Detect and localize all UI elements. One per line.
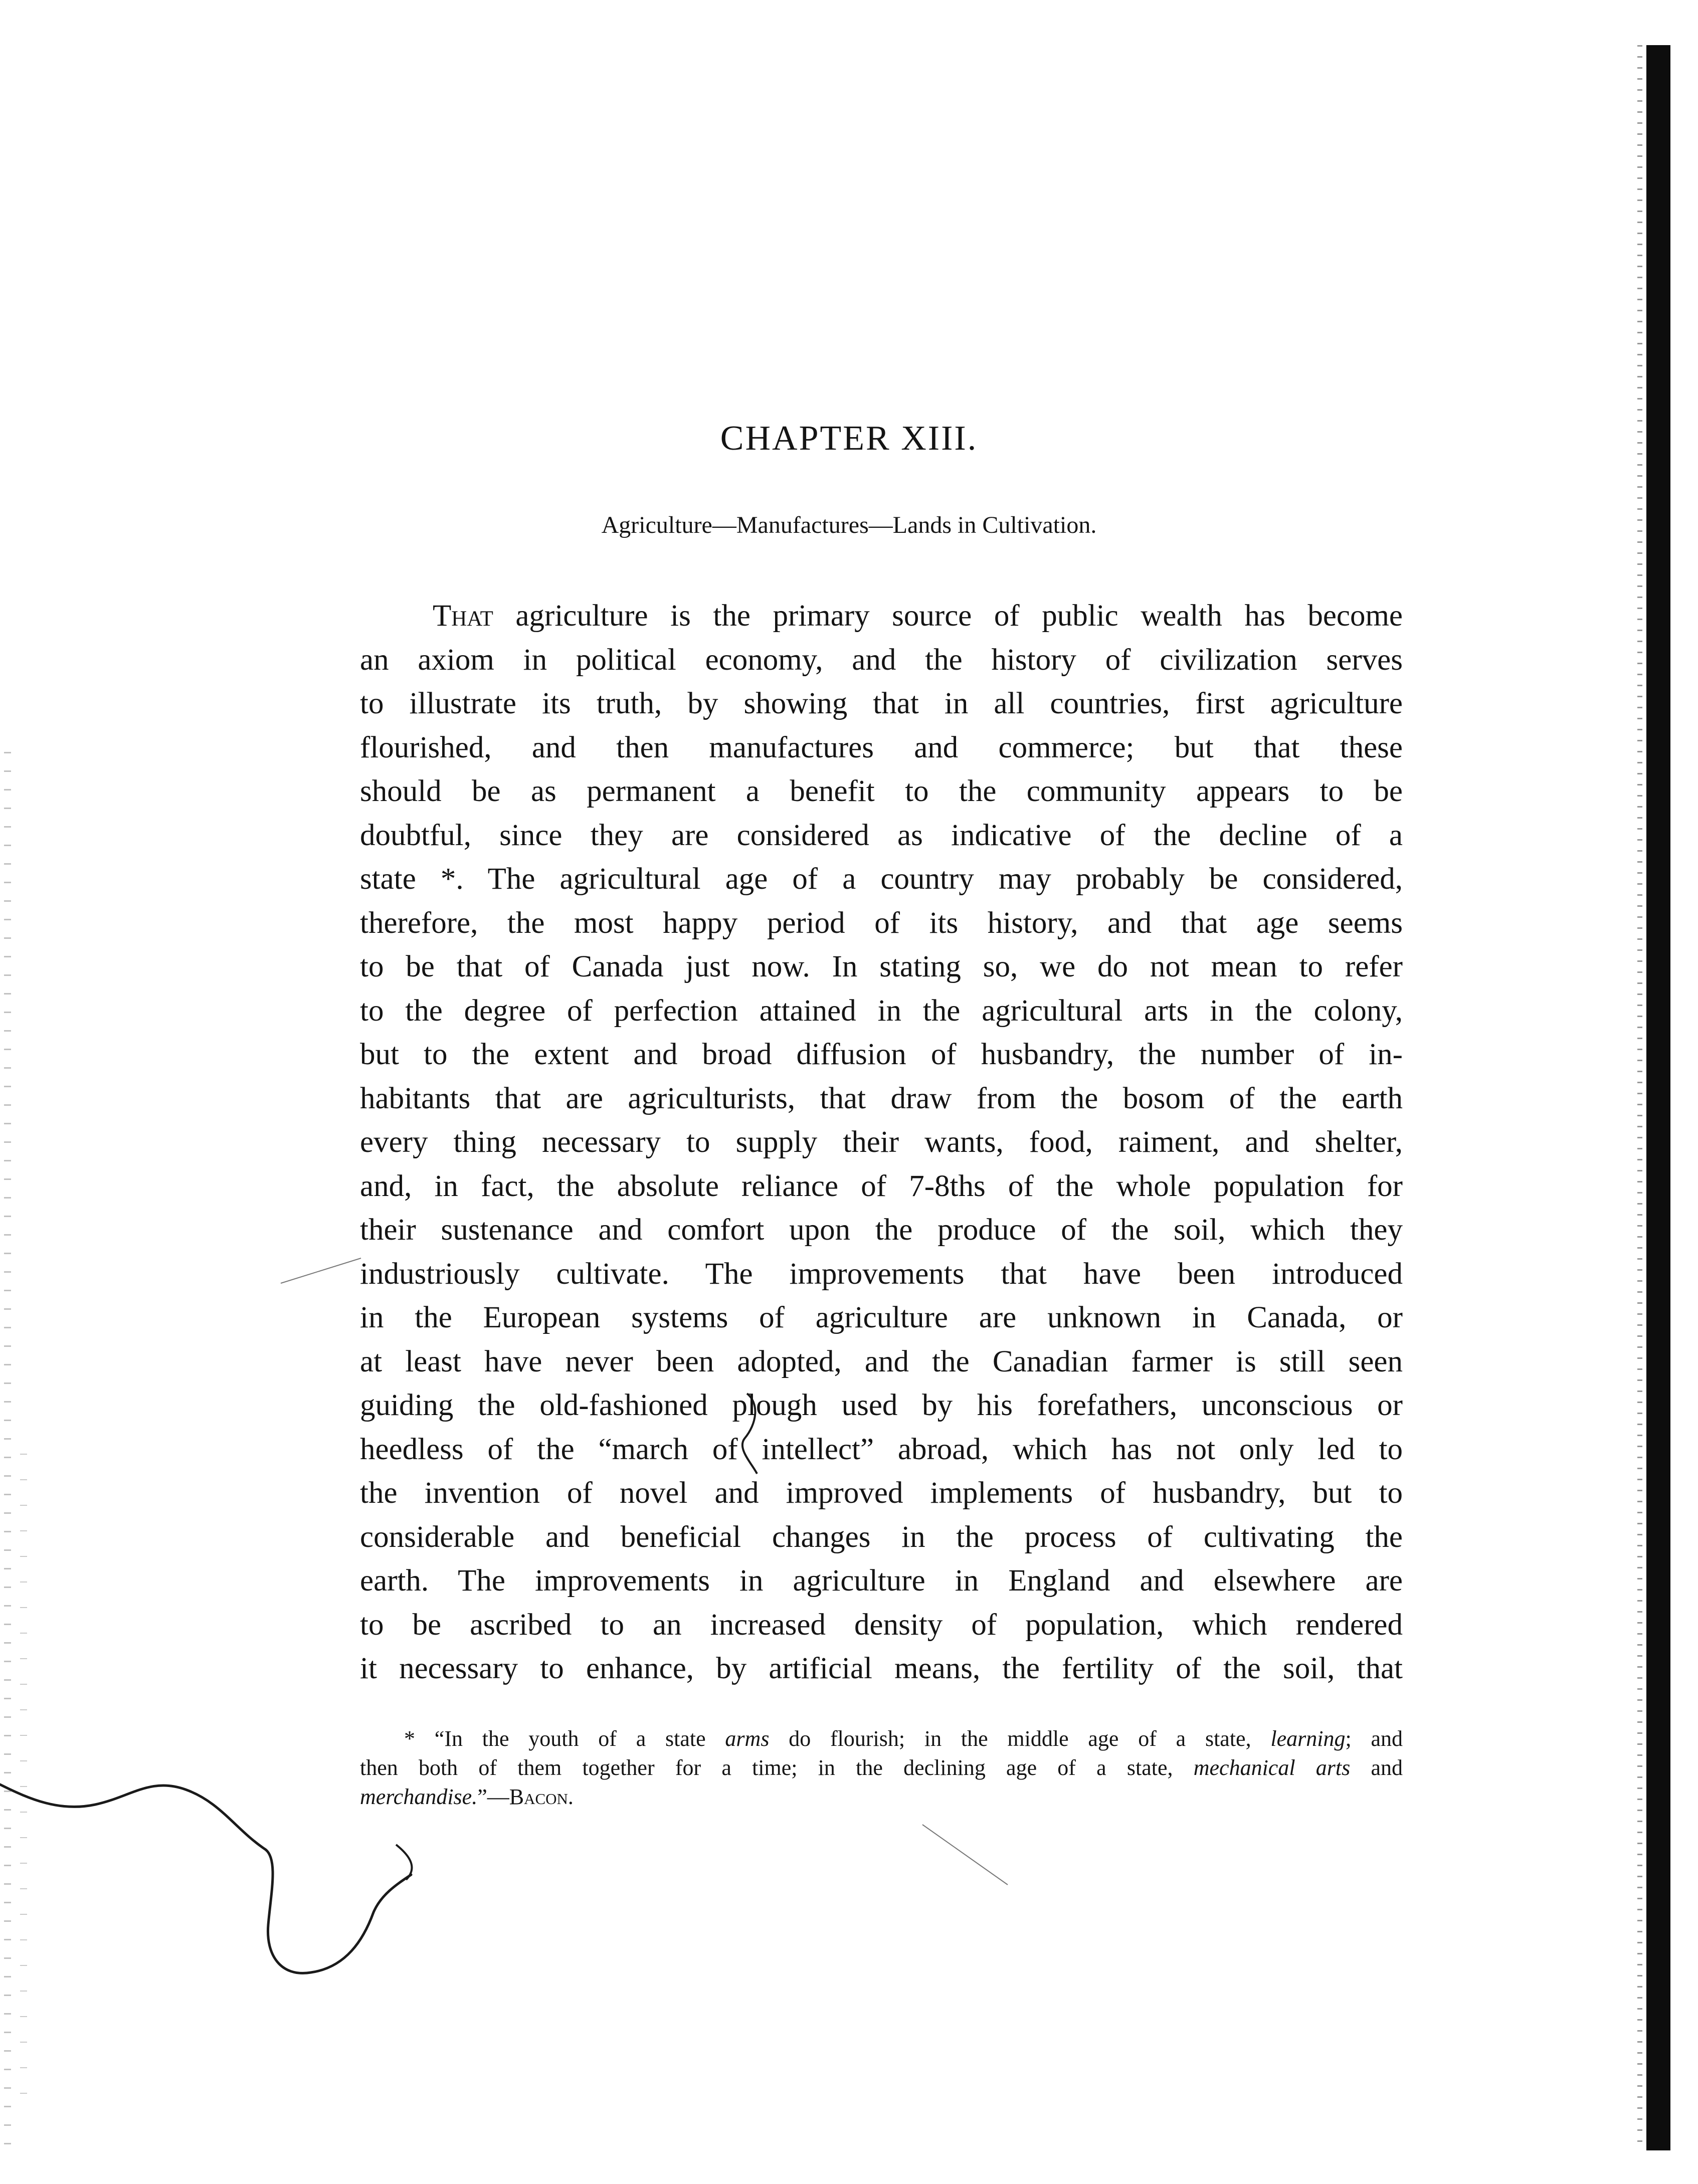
body-line: to the degree of perfection attained in the agricultural arts in the colony, — [360, 994, 1403, 1028]
body-line: to be that of Canada just now. In stating so, we do not mean to refer — [360, 950, 1403, 983]
footnote-text: do flourish; in the middle age of a state, — [769, 1726, 1271, 1751]
footnote-italic: arms — [725, 1726, 770, 1751]
body-line: doubtful, since they are considered as indicative of the decline of a — [360, 818, 1403, 852]
footnote-author: Bacon. — [509, 1784, 574, 1809]
body-line: state *. The agricultural age of a country may probably be considered, — [360, 862, 1403, 896]
body-line: heedless of the “march of intellect” abroad, which has not only led to — [360, 1432, 1403, 1466]
chapter-title: CHAPTER XIII. — [720, 419, 978, 458]
footnote-line — [360, 1724, 1403, 1753]
body-line: therefore, the most happy period of its history, and that age seems — [360, 906, 1403, 940]
body-paragraph — [360, 594, 1403, 1691]
footnote-line — [360, 1782, 1403, 1812]
body-line: habitants that are agriculturists, that draw from the bosom of the earth — [360, 1081, 1403, 1115]
footnote-text: ”— — [477, 1784, 509, 1809]
body-line: to be ascribed to an increased density of population, which rendered — [360, 1608, 1403, 1642]
body-line: every thing necessary to supply their wants, food, raiment, and shelter, — [360, 1125, 1403, 1159]
body-line-text: agriculture is the primary source of public wealth has become — [493, 599, 1403, 633]
body-line: to illustrate its truth, by showing that in all countries, first agriculture — [360, 687, 1403, 720]
body-line: the invention of novel and improved implements of husbandry, but to — [360, 1476, 1403, 1510]
body-line: guiding the old-fashioned plough used by his forefathers, unconscious or — [360, 1388, 1403, 1422]
footnote — [360, 1724, 1403, 1812]
footnote-text: ; and — [1345, 1726, 1403, 1751]
footnote-text: then both of them together for a time; in the declining age of a state, — [360, 1755, 1194, 1780]
body-line: industriously cultivate. The improvements that have been introduced — [360, 1257, 1403, 1291]
footnote-italic: mechanical arts — [1193, 1755, 1351, 1780]
footnote-line — [360, 1753, 1403, 1782]
footnote-text: and — [1350, 1755, 1403, 1780]
lead-word: That — [433, 599, 493, 633]
body-line — [360, 594, 1403, 638]
body-line: an axiom in political economy, and the history of civilization serves — [360, 643, 1403, 677]
body-line: considerable and beneficial changes in the process of cultivating the — [360, 1520, 1403, 1554]
body-line: in the European systems of agriculture are unknown in Canada, or — [360, 1301, 1403, 1334]
footnote-text: In the youth of a state — [444, 1726, 725, 1751]
body-line: but to the extent and broad diffusion of husbandry, the number of in- — [360, 1038, 1403, 1071]
body-line: and, in fact, the absolute reliance of 7-8ths of the whole population for — [360, 1169, 1403, 1203]
chapter-subtitle: Agriculture—Manufactures—Lands in Cultivation. — [601, 512, 1097, 538]
body-line: at least have never been adopted, and the Canadian farmer is still seen — [360, 1344, 1403, 1378]
footnote-italic: learning — [1270, 1726, 1346, 1751]
body-line: their sustenance and comfort upon the produce of the soil, which they — [360, 1213, 1403, 1247]
body-line: it necessary to enhance, by artificial means, the fertility of the soil, that — [360, 1652, 1403, 1685]
body-line: flourished, and then manufactures and commerce; but that these — [360, 730, 1403, 764]
footnote-marker: * “ — [404, 1726, 445, 1751]
footnote-italic: merchandise. — [360, 1784, 478, 1809]
body-line: earth. The improvements in agriculture in England and elsewhere are — [360, 1564, 1403, 1598]
body-line: should be as permanent a benefit to the community appears to be — [360, 774, 1403, 808]
